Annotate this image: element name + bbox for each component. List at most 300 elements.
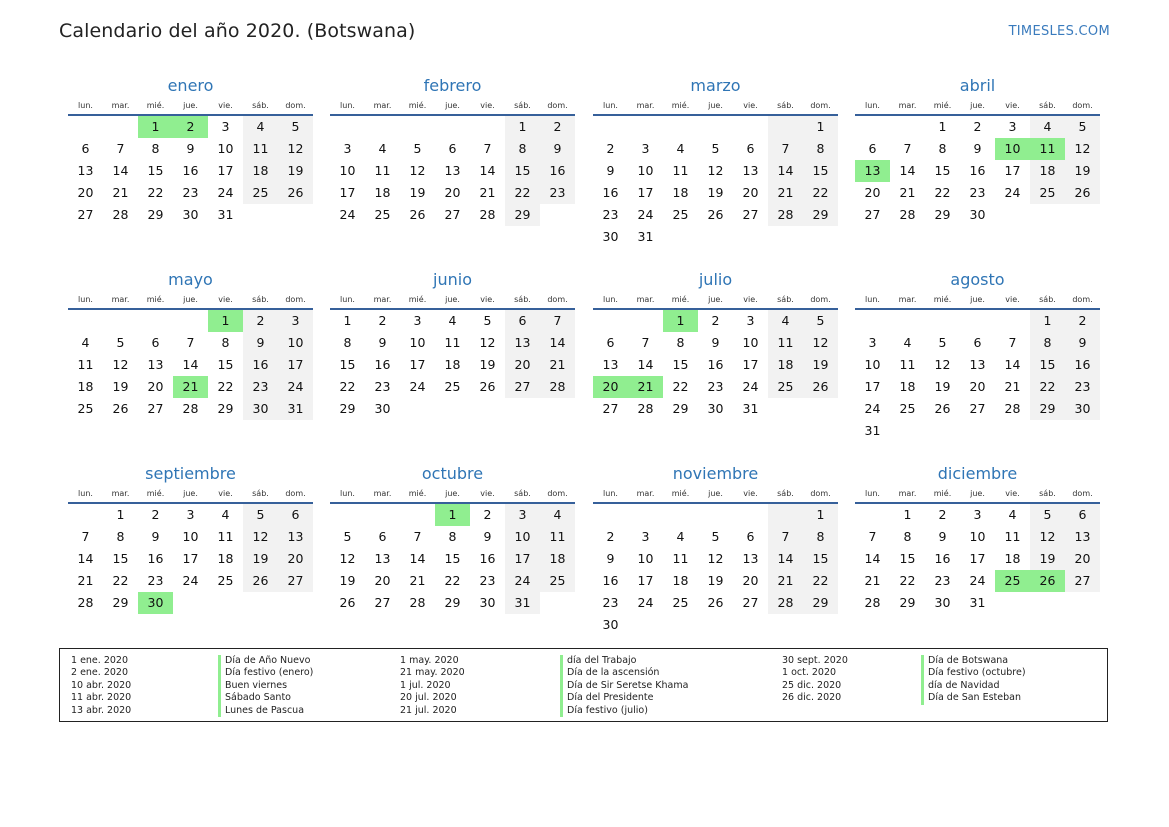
day-cell: 23 (934, 573, 951, 588)
weekday-label: vie. (218, 489, 233, 498)
day-cell: 7 (413, 529, 422, 544)
day-cell: 29 (803, 592, 838, 614)
day-cell: 13 (1065, 526, 1100, 548)
weekday-label: sáb. (1039, 489, 1056, 498)
weekday-header (593, 486, 838, 504)
day-cell: 10 (182, 529, 199, 544)
day-cell: 23 (707, 379, 724, 394)
weekday-label: lun. (340, 489, 355, 498)
legend-date: 1 may. 2020 (400, 655, 459, 666)
day-cell: 9 (938, 529, 947, 544)
empty-cell (855, 504, 890, 526)
empty-cell (628, 504, 663, 526)
weekday-label: lun. (603, 101, 618, 110)
day-cell: 27 (742, 595, 759, 610)
day-cell: 13 (444, 163, 461, 178)
day-cell: 10 (742, 335, 759, 350)
day-cell: 28 (77, 595, 94, 610)
month-mayo (68, 268, 313, 420)
empty-cell (925, 310, 960, 332)
weekday-label: lun. (78, 295, 93, 304)
month-marzo (593, 74, 838, 248)
day-cell: 29 (112, 595, 129, 610)
month-name: noviembre (672, 464, 759, 483)
weekday-label: vie. (1005, 489, 1020, 498)
weekday-label: vie. (480, 489, 495, 498)
empty-cell (995, 310, 1030, 332)
day-cell: 4 (903, 335, 912, 350)
day-cell: 30 (602, 229, 619, 244)
day-cell: 8 (505, 138, 540, 160)
holiday-day-cell: 1 (138, 116, 173, 138)
day-cell: 29 (339, 401, 356, 416)
day-cell: 23 (243, 376, 278, 398)
day-cell: 28 (768, 204, 803, 226)
month-name: febrero (423, 76, 482, 95)
day-cell: 4 (243, 116, 278, 138)
day-cell: 9 (711, 335, 720, 350)
day-cell: 26 (112, 401, 129, 416)
weekday-label: sáb. (1039, 101, 1056, 110)
day-cell: 6 (868, 141, 877, 156)
day-cell: 12 (1065, 138, 1100, 160)
day-cell: 12 (243, 526, 278, 548)
day-cell: 14 (864, 551, 881, 566)
day-cell: 11 (899, 357, 916, 372)
month-name: marzo (690, 76, 741, 95)
day-cell: 3 (868, 335, 877, 350)
brand-link[interactable]: TIMESLES.COM (1008, 24, 1110, 39)
day-cell: 20 (742, 185, 759, 200)
empty-cell (855, 310, 890, 332)
day-cell: 27 (602, 401, 619, 416)
legend-date: 21 may. 2020 (400, 667, 465, 679)
empty-cell (593, 310, 628, 332)
day-cell: 27 (505, 376, 540, 398)
day-cell: 1 (343, 313, 352, 328)
weekday-header (330, 292, 575, 310)
day-cell: 22 (339, 379, 356, 394)
empty-cell (628, 116, 663, 138)
day-cell: 24 (505, 570, 540, 592)
day-grid (330, 310, 575, 420)
legend-date: 30 sept. 2020 (782, 655, 848, 666)
weekday-label: dom. (547, 295, 568, 304)
day-cell: 19 (479, 357, 496, 372)
day-cell: 28 (768, 592, 803, 614)
holiday-legend (59, 648, 1108, 722)
day-cell: 8 (221, 335, 230, 350)
weekday-label: sáb. (252, 101, 269, 110)
day-cell: 31 (217, 207, 234, 222)
day-cell: 3 (973, 507, 982, 522)
day-cell: 25 (899, 401, 916, 416)
day-cell: 7 (81, 529, 90, 544)
day-cell: 12 (112, 357, 129, 372)
day-cell: 29 (934, 207, 951, 222)
empty-cell (593, 116, 628, 138)
legend-holiday-name: Día festivo (julio) (567, 704, 648, 716)
day-cell: 14 (182, 357, 199, 372)
day-cell: 27 (147, 401, 164, 416)
day-cell: 13 (374, 551, 391, 566)
empty-cell (663, 504, 698, 526)
day-cell: 29 (147, 207, 164, 222)
day-cell: 12 (339, 551, 356, 566)
day-cell: 15 (217, 357, 234, 372)
day-cell: 15 (899, 551, 916, 566)
day-cell: 13 (742, 551, 759, 566)
day-cell: 21 (899, 185, 916, 200)
day-cell: 17 (182, 551, 199, 566)
weekday-label: sáb. (1039, 295, 1056, 304)
day-cell: 28 (1004, 401, 1021, 416)
weekday-label: mié. (146, 101, 165, 110)
day-cell: 11 (217, 529, 234, 544)
weekday-label: mié. (146, 489, 165, 498)
empty-cell (855, 116, 890, 138)
day-cell: 3 (343, 141, 352, 156)
day-cell: 7 (641, 335, 650, 350)
day-cell: 30 (374, 401, 391, 416)
empty-cell (103, 310, 138, 332)
legend-holiday-name: Día festivo (octubre) (928, 667, 1026, 679)
day-cell: 15 (505, 160, 540, 182)
day-grid (855, 116, 1100, 226)
day-cell: 7 (483, 141, 492, 156)
day-cell: 3 (746, 313, 755, 328)
day-cell: 22 (803, 182, 838, 204)
day-cell: 17 (742, 357, 759, 372)
day-cell: 11 (77, 357, 94, 372)
day-cell: 20 (505, 354, 540, 376)
weekday-label: jue. (708, 489, 723, 498)
day-grid (593, 116, 838, 248)
day-cell: 25 (672, 207, 689, 222)
day-cell: 1 (938, 119, 947, 134)
day-cell: 24 (182, 573, 199, 588)
day-cell: 10 (637, 163, 654, 178)
day-cell: 11 (672, 551, 689, 566)
weekday-label: sáb. (514, 295, 531, 304)
day-cell: 12 (934, 357, 951, 372)
weekday-label: mié. (146, 295, 165, 304)
day-cell: 5 (938, 335, 947, 350)
day-cell: 26 (803, 376, 838, 398)
day-cell: 15 (672, 357, 689, 372)
empty-cell (698, 116, 733, 138)
weekday-label: lun. (603, 295, 618, 304)
weekday-label: jue. (970, 101, 985, 110)
day-cell: 4 (1030, 116, 1065, 138)
day-cell: 14 (77, 551, 94, 566)
day-cell: 19 (707, 573, 724, 588)
day-cell: 2 (540, 116, 575, 138)
day-cell: 16 (934, 551, 951, 566)
empty-cell (733, 116, 768, 138)
legend-names-col1 (218, 655, 313, 717)
legend-date: 1 ene. 2020 (71, 655, 128, 666)
day-cell: 25 (444, 379, 461, 394)
day-cell: 31 (742, 401, 759, 416)
day-cell: 18 (540, 548, 575, 570)
day-grid (68, 504, 313, 614)
day-cell: 8 (903, 529, 912, 544)
day-cell: 25 (374, 207, 391, 222)
day-cell: 17 (278, 354, 313, 376)
day-cell: 22 (217, 379, 234, 394)
weekday-label: mié. (671, 101, 690, 110)
page-title: Calendario del año 2020. (Botswana) (59, 20, 416, 42)
day-cell: 13 (969, 357, 986, 372)
day-cell: 21 (77, 573, 94, 588)
legend-holiday-name: Día de Sir Seretse Khama (567, 679, 689, 691)
day-cell: 5 (1030, 504, 1065, 526)
day-cell: 4 (378, 141, 387, 156)
day-cell: 13 (505, 332, 540, 354)
day-cell: 6 (1065, 504, 1100, 526)
day-cell: 3 (278, 310, 313, 332)
weekday-label: sáb. (514, 101, 531, 110)
day-cell: 12 (1030, 526, 1065, 548)
day-cell: 7 (768, 526, 803, 548)
day-cell: 5 (803, 310, 838, 332)
day-cell: 4 (676, 529, 685, 544)
empty-cell (68, 116, 103, 138)
weekday-label: mar. (898, 295, 917, 304)
day-cell: 8 (676, 335, 685, 350)
day-cell: 14 (112, 163, 129, 178)
empty-cell (400, 504, 435, 526)
month-agosto (855, 268, 1100, 442)
month-febrero (330, 74, 575, 226)
day-cell: 18 (374, 185, 391, 200)
weekday-label: vie. (743, 489, 758, 498)
day-cell: 18 (672, 185, 689, 200)
day-cell: 24 (742, 379, 759, 394)
day-cell: 16 (707, 357, 724, 372)
empty-cell (68, 310, 103, 332)
weekday-label: mié. (408, 489, 427, 498)
day-cell: 24 (637, 595, 654, 610)
day-cell: 22 (1030, 376, 1065, 398)
holiday-day-cell: 20 (593, 376, 628, 398)
month-name: julio (698, 270, 733, 289)
day-cell: 8 (151, 141, 160, 156)
day-cell: 28 (637, 401, 654, 416)
weekday-label: vie. (743, 295, 758, 304)
day-cell: 19 (1030, 548, 1065, 570)
day-grid (330, 116, 575, 226)
day-cell: 2 (151, 507, 160, 522)
day-cell: 14 (637, 357, 654, 372)
weekday-label: dom. (810, 489, 831, 498)
empty-cell (173, 310, 208, 332)
empty-cell (103, 116, 138, 138)
weekday-label: mar. (111, 101, 130, 110)
day-cell: 12 (409, 163, 426, 178)
month-name: enero (167, 76, 214, 95)
weekday-label: sáb. (777, 295, 794, 304)
day-cell: 13 (77, 163, 94, 178)
day-cell: 11 (374, 163, 391, 178)
weekday-label: lun. (865, 101, 880, 110)
day-cell: 30 (934, 595, 951, 610)
day-cell: 6 (278, 504, 313, 526)
day-cell: 4 (768, 310, 803, 332)
day-cell: 11 (243, 138, 278, 160)
month-octubre (330, 462, 575, 614)
day-cell: 29 (803, 204, 838, 226)
day-cell: 16 (602, 185, 619, 200)
weekday-label: mar. (373, 489, 392, 498)
day-grid (593, 504, 838, 636)
day-cell: 23 (374, 379, 391, 394)
day-cell: 28 (112, 207, 129, 222)
day-cell: 23 (602, 595, 619, 610)
day-cell: 21 (768, 182, 803, 204)
weekday-label: mié. (408, 101, 427, 110)
day-cell: 11 (672, 163, 689, 178)
day-cell: 19 (934, 379, 951, 394)
day-cell: 30 (602, 617, 619, 632)
day-cell: 8 (116, 529, 125, 544)
day-cell: 24 (864, 401, 881, 416)
day-cell: 23 (540, 182, 575, 204)
day-cell: 2 (243, 310, 278, 332)
holiday-day-cell: 25 (995, 570, 1030, 592)
month-julio (593, 268, 838, 420)
day-cell: 17 (969, 551, 986, 566)
day-cell: 28 (182, 401, 199, 416)
weekday-label: lun. (865, 295, 880, 304)
day-cell: 18 (77, 379, 94, 394)
day-cell: 5 (116, 335, 125, 350)
empty-cell (400, 116, 435, 138)
day-cell: 5 (243, 504, 278, 526)
day-cell: 4 (676, 141, 685, 156)
weekday-label: lun. (603, 489, 618, 498)
weekday-header (593, 98, 838, 116)
empty-cell (663, 116, 698, 138)
holiday-day-cell: 26 (1030, 570, 1065, 592)
day-cell: 10 (864, 357, 881, 372)
weekday-label: dom. (810, 101, 831, 110)
weekday-label: mié. (408, 295, 427, 304)
day-cell: 4 (540, 504, 575, 526)
weekday-header (855, 98, 1100, 116)
day-cell: 28 (409, 595, 426, 610)
empty-cell (138, 310, 173, 332)
day-cell: 30 (182, 207, 199, 222)
day-cell: 16 (602, 573, 619, 588)
day-cell: 19 (707, 185, 724, 200)
empty-cell (330, 504, 365, 526)
weekday-label: mié. (933, 295, 952, 304)
day-cell: 27 (742, 207, 759, 222)
day-cell: 26 (934, 401, 951, 416)
day-cell: 20 (147, 379, 164, 394)
day-cell: 6 (448, 141, 457, 156)
legend-holiday-name: Día del Presidente (567, 692, 654, 704)
day-cell: 15 (1030, 354, 1065, 376)
day-cell: 22 (505, 182, 540, 204)
day-cell: 9 (186, 141, 195, 156)
day-cell: 3 (413, 313, 422, 328)
day-cell: 15 (803, 160, 838, 182)
weekday-label: dom. (1072, 489, 1093, 498)
day-cell: 21 (540, 354, 575, 376)
legend-dates-col3 (782, 655, 848, 705)
weekday-label: jue. (708, 101, 723, 110)
day-cell: 22 (899, 573, 916, 588)
legend-holiday-name: día del Trabajo (567, 655, 637, 666)
day-grid (330, 504, 575, 614)
weekday-label: jue. (970, 295, 985, 304)
holiday-day-cell: 1 (663, 310, 698, 332)
legend-holiday-name: Sábado Santo (225, 692, 291, 704)
day-cell: 7 (186, 335, 195, 350)
day-cell: 8 (803, 526, 838, 548)
legend-names-col2 (560, 655, 688, 717)
month-septiembre (68, 462, 313, 614)
month-name: agosto (950, 270, 1005, 289)
day-cell: 20 (374, 573, 391, 588)
month-noviembre (593, 462, 838, 636)
legend-date: 11 abr. 2020 (71, 692, 132, 704)
empty-cell (960, 310, 995, 332)
day-cell: 10 (409, 335, 426, 350)
day-cell: 1 (116, 507, 125, 522)
legend-date: 26 dic. 2020 (782, 692, 842, 704)
day-cell: 14 (409, 551, 426, 566)
day-cell: 29 (444, 595, 461, 610)
weekday-label: dom. (547, 101, 568, 110)
day-cell: 2 (378, 313, 387, 328)
day-cell: 12 (479, 335, 496, 350)
day-cell: 7 (768, 138, 803, 160)
legend-holiday-name: Día de Botswana (928, 655, 1009, 666)
day-cell: 15 (147, 163, 164, 178)
empty-cell (330, 116, 365, 138)
day-cell: 21 (409, 573, 426, 588)
day-cell: 24 (339, 207, 356, 222)
day-cell: 29 (217, 401, 234, 416)
day-cell: 26 (409, 207, 426, 222)
legend-holiday-name: Lunes de Pascua (225, 704, 305, 716)
day-cell: 24 (969, 573, 986, 588)
day-grid (855, 504, 1100, 614)
day-cell: 17 (864, 379, 881, 394)
legend-date: 25 dic. 2020 (782, 679, 842, 691)
legend-dates-col1 (71, 655, 131, 717)
day-cell: 13 (602, 357, 619, 372)
day-cell: 18 (768, 354, 803, 376)
weekday-label: lun. (78, 489, 93, 498)
legend-date: 2 ene. 2020 (71, 667, 128, 679)
weekday-header (68, 486, 313, 504)
day-cell: 15 (934, 163, 951, 178)
holiday-day-cell: 1 (435, 504, 470, 526)
holiday-day-cell: 11 (1030, 138, 1065, 160)
legend-date: 13 abr. 2020 (71, 704, 132, 716)
legend-date: 1 oct. 2020 (782, 667, 837, 679)
month-name: abril (959, 76, 996, 95)
day-cell: 19 (409, 185, 426, 200)
day-cell: 25 (217, 573, 234, 588)
day-cell: 9 (606, 551, 615, 566)
day-cell: 25 (243, 182, 278, 204)
